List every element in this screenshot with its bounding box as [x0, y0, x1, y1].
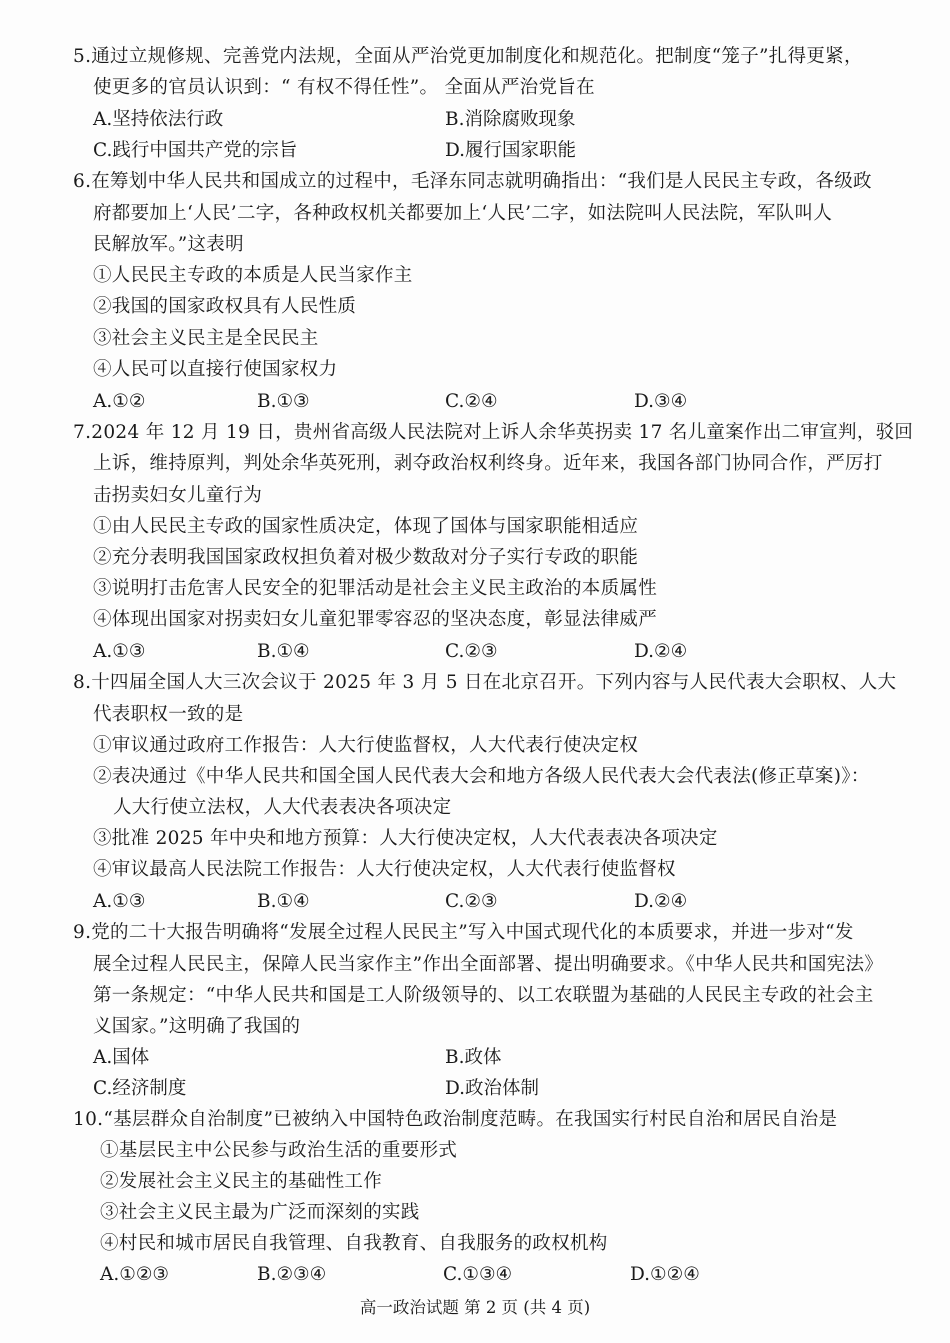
q6-stem-line-3: 民解放军。”这表明 — [93, 234, 244, 255]
q6-stem-line-1: 6.在筹划中华人民共和国成立的过程中，毛泽东同志就明确指出：“我们是人民民主专政，各级政 — [73, 171, 872, 192]
q6-option-a: A.①② — [93, 391, 146, 412]
q8-option-a: A.①③ — [93, 891, 146, 912]
q9-stem-line-1: 9.党的二十大报告明确将“发展全过程人民民主”写入中国式现代化的本质要求，并进一步对“发 — [73, 922, 854, 943]
q7-stem-line-2: 上诉，维持原判，判处余华英死刑，剥夺政治权利终身。近年来，我国各部门协同合作，严厉打 — [93, 453, 883, 474]
q8-item-2-continued: 人大行使立法权，人大代表表决各项决定 — [113, 797, 452, 818]
q5-option-a: A.坚持依法行政 — [93, 109, 224, 130]
q7-stem-line-3: 击拐卖妇女儿童行为 — [93, 485, 263, 506]
q7-item-1: ①由人民民主专政的国家性质决定，体现了国体与国家职能相适应 — [93, 516, 639, 537]
q10-item-1: ①基层民主中公民参与政治生活的重要形式 — [100, 1140, 458, 1161]
q10-option-b: B.②③④ — [257, 1264, 327, 1285]
q9-option-a: A.国体 — [93, 1047, 150, 1068]
q6-option-c: C.②④ — [445, 391, 498, 412]
q10-stem-line-1: 10.“基层群众自治制度”已被纳入中国特色政治制度范畴。在我国实行村民自治和居民自治是 — [73, 1109, 838, 1130]
q7-item-4: ④体现出国家对拐卖妇女儿童犯罪零容忍的坚决态度，彰显法律威严 — [93, 609, 658, 630]
q10-option-c: C.①③④ — [443, 1264, 513, 1285]
q7-option-c: C.②③ — [445, 641, 498, 662]
q7-item-3: ③说明打击危害人民安全的犯罪活动是社会主义民主政治的本质属性 — [93, 578, 658, 599]
q10-option-a: A.①②③ — [100, 1264, 169, 1285]
q8-item-1: ①审议通过政府工作报告：人大行使监督权，人大代表行使决定权 — [93, 735, 639, 756]
q10-item-3: ③社会主义民主最为广泛而深刻的实践 — [100, 1202, 420, 1223]
q7-option-b: B.①④ — [257, 641, 310, 662]
q8-item-4: ④审议最高人民法院工作报告：人大行使决定权，人大代表行使监督权 — [93, 859, 676, 880]
q8-option-b: B.①④ — [257, 891, 310, 912]
q5-option-d: D.履行国家职能 — [445, 140, 577, 161]
page-footer: 高一政治试题 第 2 页 (共 4 页) — [359, 1298, 591, 1317]
q8-item-2: ②表决通过《中华人民共和国全国人民代表大会和地方各级人民代表大会代表法(修正草案)》： — [93, 766, 870, 787]
q7-item-2: ②充分表明我国国家政权担负着对极少数敌对分子实行专政的职能 — [93, 547, 639, 568]
q8-stem-line-1: 8.十四届全国人大三次会议于 2025 年 3 月 5 日在北京召开。下列内容与人民代表大会职权、人大 — [73, 672, 897, 693]
q5-stem-line-1: 5.通过立规修规、完善党内法规，全面从严治党更加制度化和规范化。把制度“笼子”扎得更紧， — [73, 46, 863, 67]
q6-item-3: ③社会主义民主是全民民主 — [93, 328, 319, 349]
q9-option-b: B.政体 — [445, 1047, 502, 1068]
q9-option-c: C.经济制度 — [93, 1078, 187, 1099]
q7-option-a: A.①③ — [93, 641, 146, 662]
q8-option-d: D.②④ — [634, 891, 688, 912]
q7-option-d: D.②④ — [634, 641, 688, 662]
q10-item-2: ②发展社会主义民主的基础性工作 — [100, 1171, 383, 1192]
q6-option-b: B.①③ — [257, 391, 310, 412]
q9-stem-line-4: 义国家。”这明确了我国的 — [93, 1016, 301, 1037]
q9-stem-line-3: 第一条规定：“中华人民共和国是工人阶级领导的、以工农联盟为基础的人民民主专政的社会主 — [93, 985, 874, 1006]
q6-item-2: ②我国的国家政权具有人民性质 — [93, 296, 357, 317]
q6-option-d: D.③④ — [634, 391, 688, 412]
q6-item-1: ①人民民主专政的本质是人民当家作主 — [93, 265, 413, 286]
q7-stem-line-1: 7.2024 年 12 月 19 日，贵州省高级人民法院对上诉人余华英拐卖 17 名儿童案作出二审宣判，驳回 — [73, 422, 914, 443]
q8-option-c: C.②③ — [445, 891, 498, 912]
q5-stem-line-2: 使更多的官员认识到：“ 有权不得任性”。 全面从严治党旨在 — [93, 77, 595, 98]
q5-option-c: C.践行中国共产党的宗旨 — [93, 140, 298, 161]
q9-stem-line-2: 展全过程人民民主，保障人民当家作主”作出全面部署、提出明确要求。《中华人民共和国宪法》 — [93, 954, 884, 975]
q6-item-4: ④人民可以直接行使国家权力 — [93, 359, 338, 380]
q5-option-b: B.消除腐败现象 — [445, 109, 576, 130]
q10-option-d: D.①②④ — [630, 1264, 700, 1285]
q10-item-4: ④村民和城市居民自我管理、自我教育、自我服务的政权机构 — [100, 1233, 608, 1254]
q8-stem-line-2: 代表职权一致的是 — [93, 704, 244, 725]
q9-option-d: D.政治体制 — [445, 1078, 540, 1099]
q8-item-3: ③批准 2025 年中央和地方预算：人大行使决定权，人大代表表决各项决定 — [93, 828, 718, 849]
q6-stem-line-2: 府都要加上‘人民’二字，各种政权机关都要加上‘人民’二字，如法院叫人民法院，军队叫人 — [93, 203, 833, 224]
